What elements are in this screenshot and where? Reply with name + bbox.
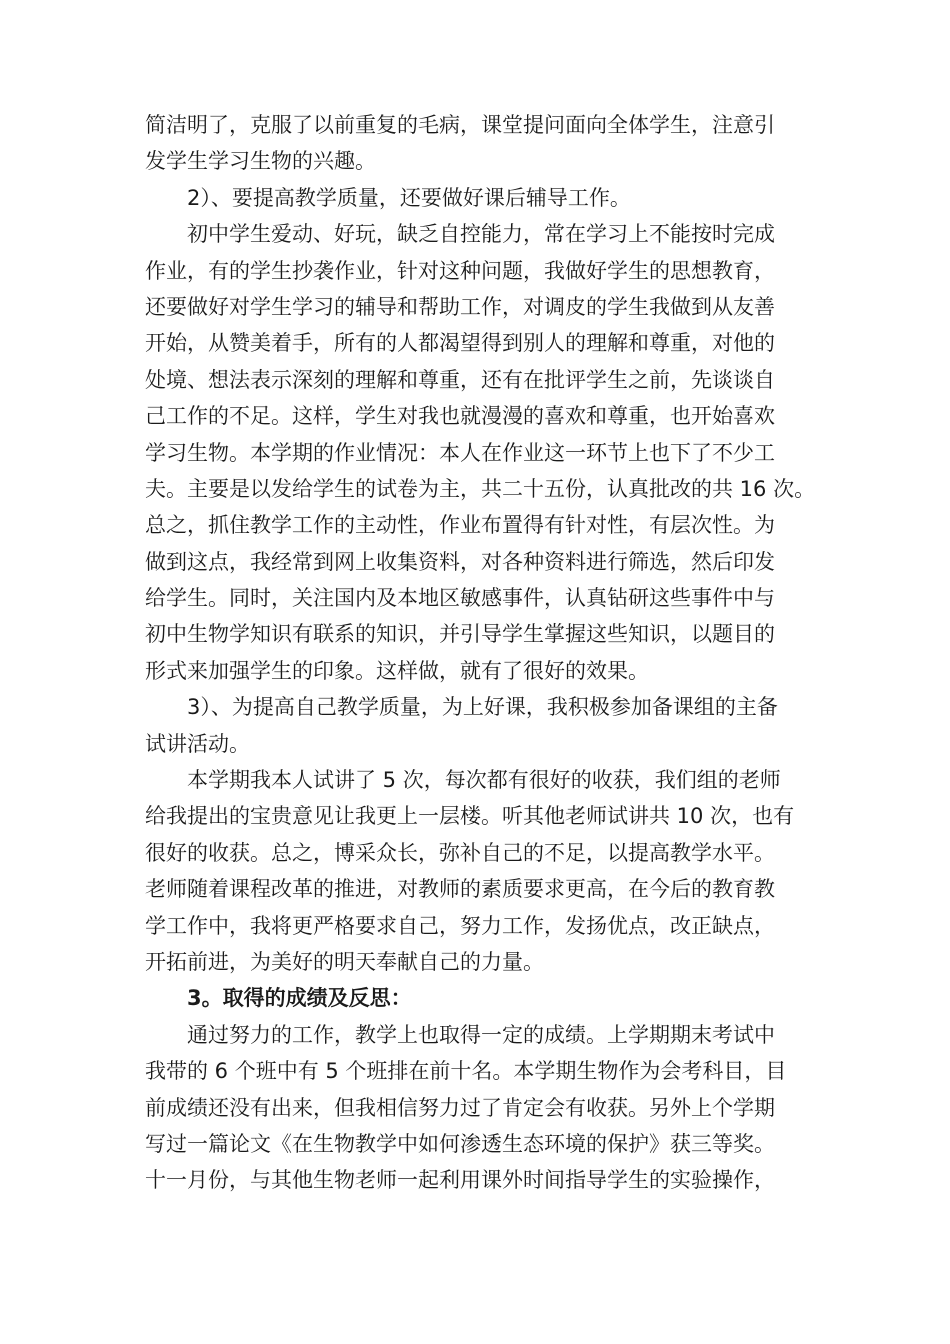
text-line: 初中学生爱动、好玩，缺乏自控能力，常在学习上不能按时完成 (187, 222, 775, 247)
text-line: 夫。主要是以发给学生的试卷为主，共二十五份，认真批改的共 16 次。 (145, 476, 816, 501)
text-line: 给我提出的宝贵意见让我更上一层楼。听其他老师试讲共 10 次，也有 (145, 804, 795, 829)
text-line: 形式来加强学生的印象。这样做，就有了很好的效果。 (145, 658, 649, 683)
text-line: 处境、想法表示深刻的理解和尊重，还有在批评学生之前，先谈谈自 (145, 367, 775, 392)
text-line: 学工作中，我将更严格要求自己，努力工作，发扬优点，改正缺点， (145, 913, 775, 938)
text-line: 很好的收获。总之，博采众长，弥补自己的不足，以提高教学水平。 (145, 840, 775, 865)
text-line: 试讲活动。 (145, 731, 250, 756)
text-line: 总之，抓住教学工作的主动性，作业布置得有针对性，有层次性。为 (145, 513, 775, 538)
text-line: 还要做好对学生学习的辅导和帮助工作，对调皮的学生我做到从友善 (145, 294, 775, 319)
text-line: 十一月份，与其他生物老师一起利用课外时间指导学生的实验操作， (145, 1168, 775, 1193)
text-line: 2）、要提高教学质量，还要做好课后辅导工作。 (187, 185, 631, 210)
text-line: 简洁明了，克服了以前重复的毛病，课堂提问面向全体学生，注意引 (145, 113, 775, 137)
section-heading: 3。取得的成绩及反思： (187, 986, 412, 1011)
text-line: 3）、为提高自己教学质量，为上好课，我积极参加备课组的主备 (187, 695, 778, 720)
text-line: 前成绩还没有出来，但我相信努力过了肯定会有收获。另外上个学期 (145, 1095, 775, 1120)
text-line: 发学生学习生物的兴趣。 (145, 149, 376, 174)
text-line: 开拓前进，为美好的明天奉献自己的力量。 (145, 949, 544, 974)
text-line: 开始，从赞美着手，所有的人都渴望得到别人的理解和尊重，对他的 (145, 331, 775, 356)
text-line: 初中生物学知识有联系的知识，并引导学生掌握这些知识，以题目的 (145, 622, 775, 647)
text-line: 老师随着课程改革的推进，对教师的素质要求更高，在今后的教育教 (145, 877, 775, 902)
text-line: 我带的 6 个班中有 5 个班排在前十名。本学期生物作为会考科目，目 (145, 1059, 787, 1084)
text-line: 做到这点，我经常到网上收集资料，对各种资料进行筛选，然后印发 (145, 549, 775, 574)
text-line: 通过努力的工作，教学上也取得一定的成绩。上学期期末考试中 (187, 1022, 775, 1047)
text-line: 给学生。同时，关注国内及本地区敏感事件，认真钻研这些事件中与 (145, 586, 775, 611)
text-line: 学习生物。本学期的作业情况：本人在作业这一环节上也下了不少工 (145, 440, 775, 465)
document-body (145, 107, 815, 1199)
text-line: 己工作的不足。这样，学生对我也就漫漫的喜欢和尊重，也开始喜欢 (145, 404, 775, 429)
text-line: 写过一篇论文《在生物教学中如何渗透生态环境的保护》获三等奖。 (145, 1131, 775, 1156)
text-line: 本学期我本人试讲了 5 次，每次都有很好的收获，我们组的老师 (187, 768, 781, 793)
text-line: 作业，有的学生抄袭作业，针对这种问题，我做好学生的思想教育， (145, 258, 775, 283)
